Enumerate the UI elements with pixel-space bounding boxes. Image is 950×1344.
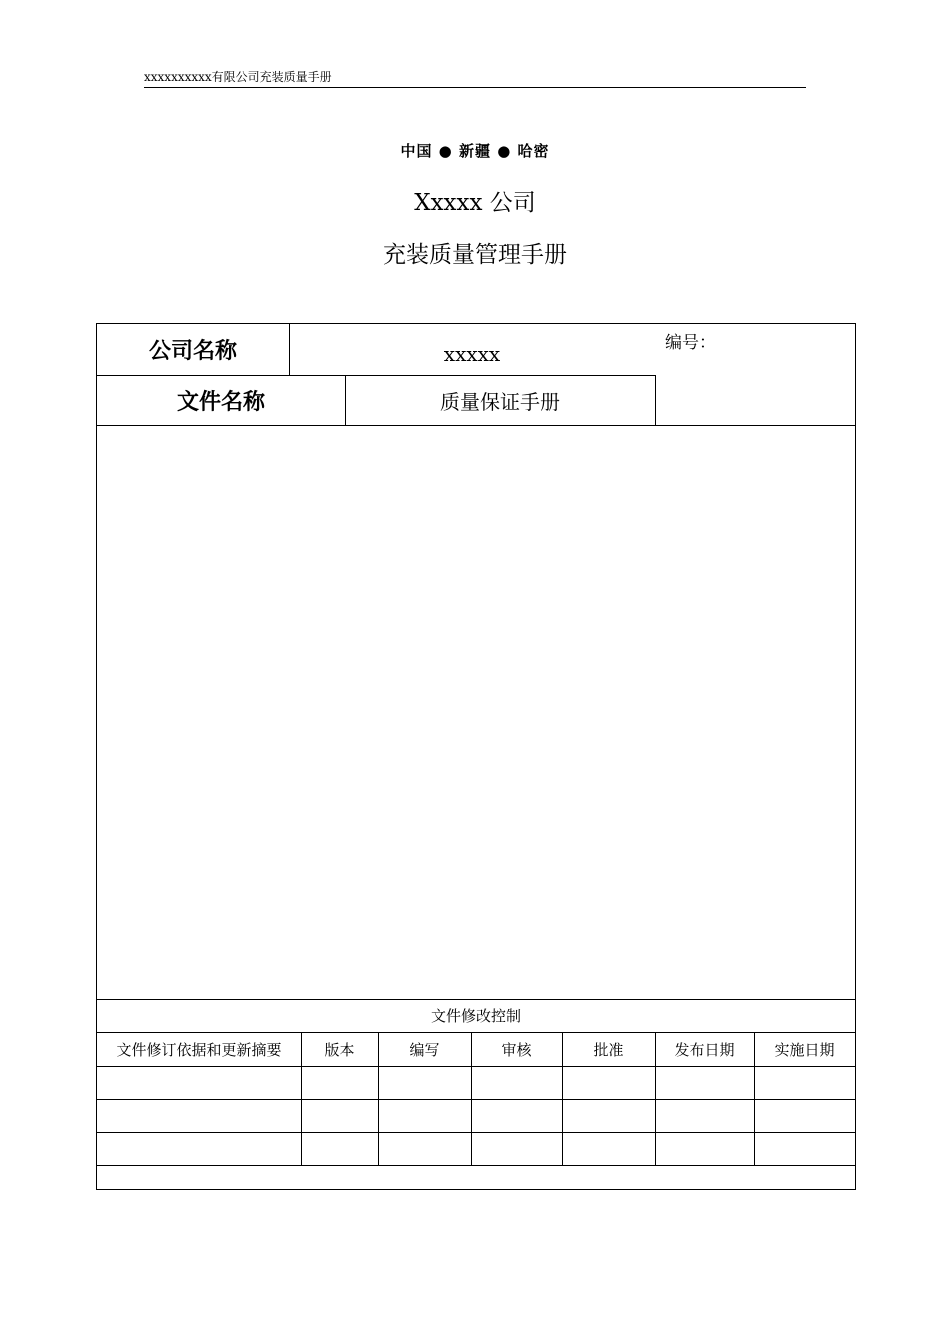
row-divider	[97, 425, 855, 426]
revision-control-title: 文件修改控制	[430, 1007, 521, 1025]
company-name-label: 公司名称	[148, 339, 237, 364]
revision-header-effective-date: 实施日期	[774, 1040, 835, 1059]
document-cover-table	[96, 323, 856, 1190]
document-number-label: 编号：	[665, 333, 716, 353]
row-divider	[97, 1132, 855, 1133]
company-title: Xxxxx 公司	[414, 190, 536, 216]
revision-header-approve: 批准	[593, 1040, 624, 1059]
revision-header-summary: 文件修订依据和更新摘要	[116, 1040, 282, 1059]
row-divider	[97, 1066, 855, 1067]
file-name-value: 质量保证手册	[440, 389, 560, 414]
location-line: 中国 ● 新疆 ● 哈密	[400, 142, 550, 160]
revision-header-review: 审核	[501, 1040, 532, 1059]
row-divider	[97, 1165, 855, 1166]
revision-header-version: 版本	[324, 1040, 355, 1059]
company-name-value: xxxxx	[443, 341, 501, 366]
revision-header-author: 编写	[409, 1040, 440, 1059]
row-divider	[97, 1099, 855, 1100]
file-name-label: 文件名称	[176, 389, 265, 415]
col-divider	[655, 375, 656, 425]
page-header: xxxxxxxxxx有限公司充装质量手册	[144, 68, 806, 88]
revision-header-release-date: 发布日期	[674, 1040, 735, 1059]
manual-title: 充装质量管理手册	[383, 242, 567, 268]
